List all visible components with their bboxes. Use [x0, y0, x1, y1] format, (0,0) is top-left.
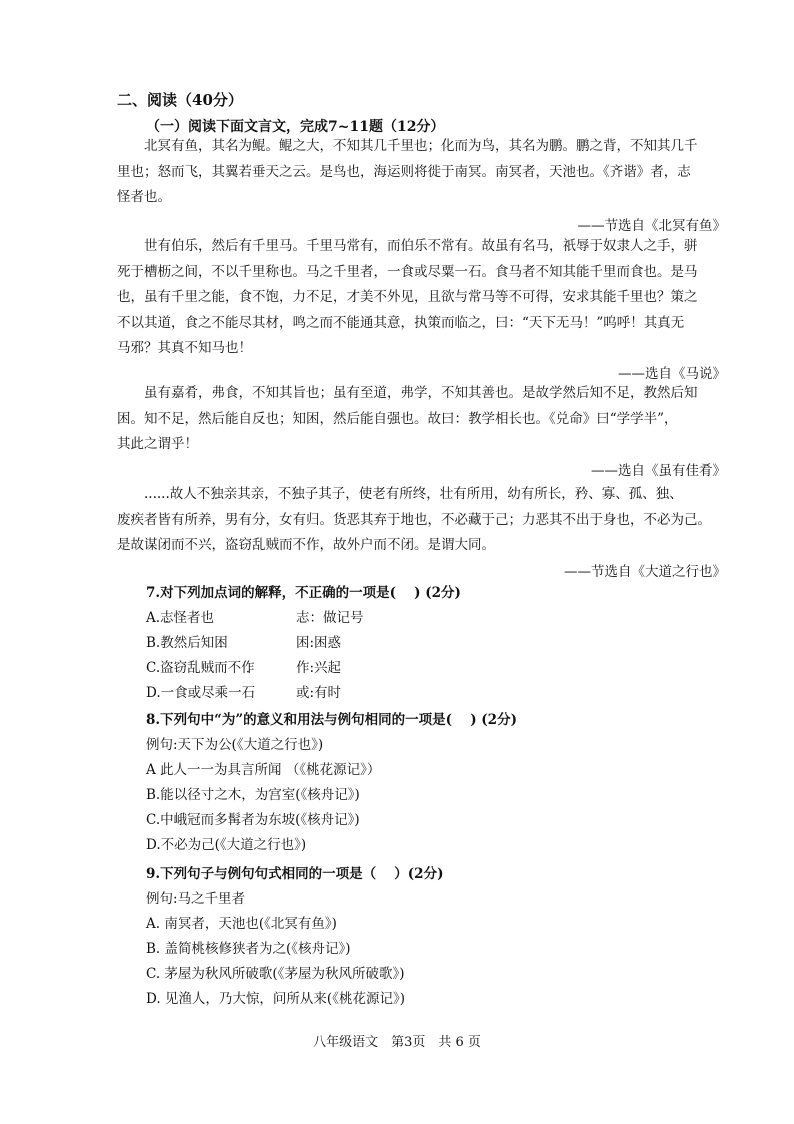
option-b — [146, 783, 517, 808]
option-b — [146, 631, 461, 656]
dotted-char: 作 — [241, 660, 255, 676]
option-label: A. — [146, 610, 161, 626]
option-label: C. — [146, 660, 161, 676]
passage-jiayao — [117, 381, 749, 458]
passage-beiming — [117, 134, 749, 211]
passage-line: 马邪？其真不知马也！ — [117, 340, 252, 356]
passage-line: 废疾者皆有所养，男有分，女有归。货恶其弃于地也，不必藏于己；力恶其不出于身也，不必为己。 — [117, 511, 711, 528]
question-stem: 7.对下列加点词的解释，不正确的一项是( ) (2分) — [146, 585, 461, 601]
option-explanation: 或:有时 — [296, 685, 342, 701]
passage-line: 其此之谓乎！ — [117, 436, 198, 452]
option-text: A 此人一一 — [146, 762, 215, 778]
question-7 — [146, 581, 461, 706]
section-title: 二、阅读（40分） — [117, 91, 243, 109]
option-text: 怪者也 — [173, 610, 215, 626]
option-c — [146, 808, 517, 833]
dotted-char: 为 — [254, 787, 269, 803]
option-a — [146, 606, 461, 631]
option-text: 宫室(《核舟记》) — [268, 787, 360, 803]
question-9 — [146, 862, 443, 1012]
passage-line: 里也；怒而飞，其翼若垂天之云。是鸟也，海运则将徙于南冥。南冥者，天池也。《齐谐》者，志 — [117, 163, 691, 180]
passage-line: 困。知不足，然后能自反也；知困，然后能自强也。故曰：教学相长也。《兑命》曰“学学半”， — [117, 410, 678, 427]
option-text: 己(《大道之行也》) — [201, 837, 307, 853]
passage-line: 虽有嘉肴，弗食，不知其旨也；虽有至道，弗学，不知其善也。是故学然后知不足，教然后知 — [144, 385, 698, 401]
example-sentence — [146, 733, 517, 758]
option-explanation: 困:困惑 — [296, 635, 342, 651]
passage-line: 北冥有鱼，其名为鲲。鲲之大，不知其几千里也；化而为鸟，其名为鹏。鹏之背，不知其几千 — [144, 138, 698, 154]
passage-mashuo — [117, 234, 749, 362]
option-text: 一食 — [160, 685, 188, 701]
option-text: 尽乘一石 — [201, 685, 256, 701]
dotted-char: 困 — [214, 635, 228, 651]
option-text: D.不必 — [146, 837, 188, 853]
dotted-char: 为 — [254, 812, 269, 828]
option-b: B. 盖简桃核修狭者为之(《核舟记》) — [146, 941, 351, 957]
option-label: D. — [146, 685, 161, 701]
question-stem: 8.下列句中“为”的意义和用法与例句相同的一项是( ) (2分) — [146, 712, 517, 728]
passage-line: 死于槽枥之间，不以千里称也。马之千里者，一食或尽粟一石。食马者不知其能千里而食也。是马 — [117, 263, 698, 280]
passage-line: 怪者也。 — [117, 189, 171, 205]
dotted-char: 为 — [204, 737, 219, 753]
option-a — [146, 758, 517, 783]
question-8 — [146, 708, 517, 858]
example-text: 公(《大道之行也》) — [218, 737, 324, 753]
example-sentence: 例句:马之千里者 — [146, 891, 246, 907]
dotted-char: 志 — [160, 610, 174, 626]
passage-line: 不以其道，食之不能尽其材，鸣之而不能通其意，执策而临之，曰：“天下无马！”呜呼！其真无 — [117, 314, 685, 331]
option-text: 具言所闻 （《桃花源记》） — [227, 762, 381, 778]
option-a: A. 南冥者，天池也(《北冥有鱼》) — [146, 916, 337, 932]
passage-dadao — [117, 482, 749, 559]
dotted-char: 为 — [214, 762, 228, 778]
example-text: 例句:天下 — [146, 737, 205, 753]
option-d — [146, 833, 517, 858]
source-beiming: ——节选自《北冥有鱼》 — [577, 218, 726, 234]
source-mashuo: ——选自《马说》 — [618, 366, 726, 382]
passage-line: 是故谋闭而不兴，盗窃乱贼而不作，故外户而不闭。是谓大同。 — [117, 537, 495, 553]
option-d: D. 见渔人，乃大惊，问所从来(《桃花源记》) — [146, 991, 405, 1007]
option-text: 教然后知 — [160, 635, 215, 651]
passage-line: 世有伯乐，然后有千里马。千里马常有，而伯乐不常有。故虽有名马，祇辱于奴隶人之手，骈 — [144, 238, 698, 254]
question-stem: 9.下列句子与例句句式相同的一项是（ ）(2分) — [146, 866, 444, 882]
option-c: C. 茅屋为秋风所破歌(《茅屋为秋风所破歌》) — [146, 966, 405, 982]
passage-line: 也，虽有千里之能，食不饱，力不足，才美不外见，且欲与常马等不可得，安求其能千里也？策之 — [117, 289, 698, 305]
option-d — [146, 681, 461, 706]
page-footer: 八年级语文 第3页 共 6 页 — [313, 1035, 481, 1050]
source-jiayao: ——选自《虽有佳肴》 — [591, 463, 726, 479]
option-c — [146, 656, 461, 681]
option-text: C.中峨冠而多髯者 — [146, 812, 255, 828]
option-text: 东坡(《核舟记》) — [268, 812, 360, 828]
passage-line: ......故人不独亲其亲，不独子其子，使老有所终，壮有所用，幼有所长，矜、寡、孤、独、 — [144, 486, 683, 502]
option-label: B. — [146, 635, 161, 651]
dotted-char: 为 — [187, 837, 202, 853]
option-explanation: 作:兴起 — [296, 660, 342, 676]
option-text: B.能以径寸之木， — [146, 787, 255, 803]
option-text: 盗窃乱贼而不 — [160, 660, 242, 676]
section-subtitle: （一）阅读下面文言文，完成7~11题（12分） — [146, 119, 445, 135]
source-dadao: ——节选自《大道之行也》 — [564, 564, 726, 580]
option-explanation: 志：做记号 — [296, 610, 364, 626]
dotted-char: 或 — [187, 685, 202, 701]
